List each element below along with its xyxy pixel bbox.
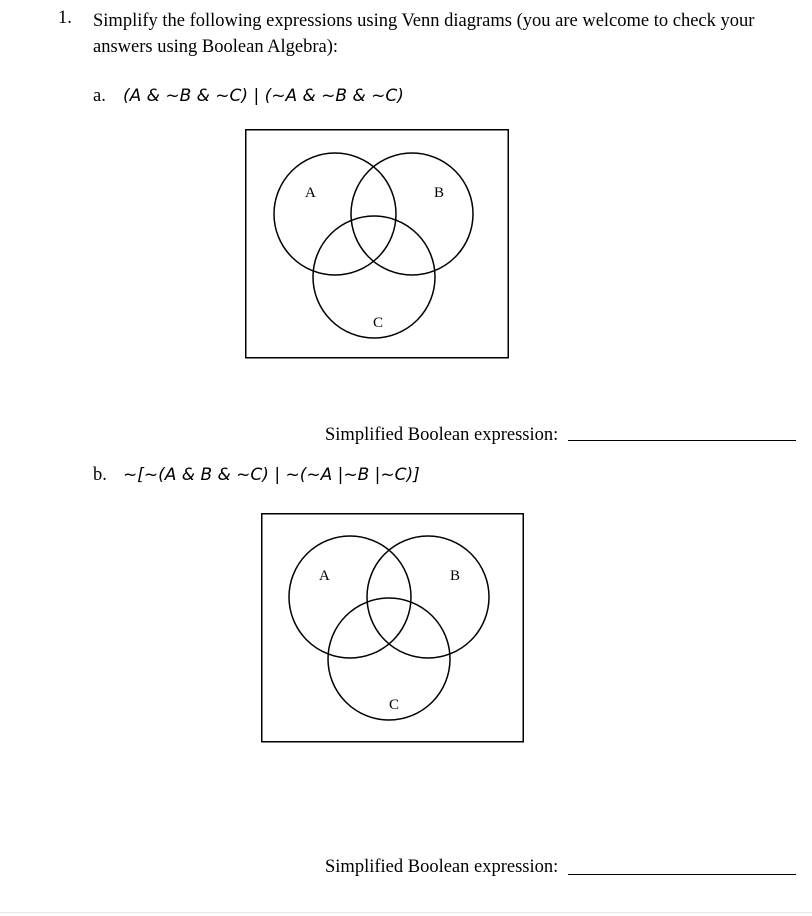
question-text — [93, 8, 793, 60]
part-b-label: b. — [93, 465, 107, 485]
part-b-venn-diagram — [261, 513, 524, 743]
question-number: 1. — [58, 8, 72, 28]
part-a-venn-diagram — [245, 129, 509, 359]
part-a-expression: (A & ~B & ~C) | (~A & ~B & ~C) — [123, 86, 404, 106]
part-b-expression: ~[~(A & B & ~C) | ~(~A |~B |~C)] — [123, 465, 420, 485]
circle-b — [367, 536, 489, 658]
question-text-line-1: Simplify the following expressions using Venn diagrams (you are welcome to check your — [93, 11, 755, 31]
part-b-answer-blank[interactable] — [568, 874, 796, 875]
circle-a-label: A — [305, 185, 316, 201]
circle-a-label: A — [319, 568, 330, 584]
circle-c-label: C — [373, 315, 384, 331]
circle-a — [274, 153, 396, 275]
circle-c-label: C — [389, 697, 400, 713]
circle-b — [351, 153, 473, 275]
part-a-answer-blank[interactable] — [568, 440, 796, 441]
part-a-answer-label: Simplified Boolean expression: — [325, 425, 559, 445]
page-bottom-divider — [0, 912, 812, 913]
part-b-answer-label: Simplified Boolean expression: — [325, 857, 559, 877]
circle-b-label: B — [450, 568, 461, 584]
circle-b-label: B — [434, 185, 445, 201]
question-text-line-2: answers using Boolean Algebra): — [93, 37, 339, 57]
part-a-label: a. — [93, 86, 106, 106]
circle-a — [289, 536, 411, 658]
